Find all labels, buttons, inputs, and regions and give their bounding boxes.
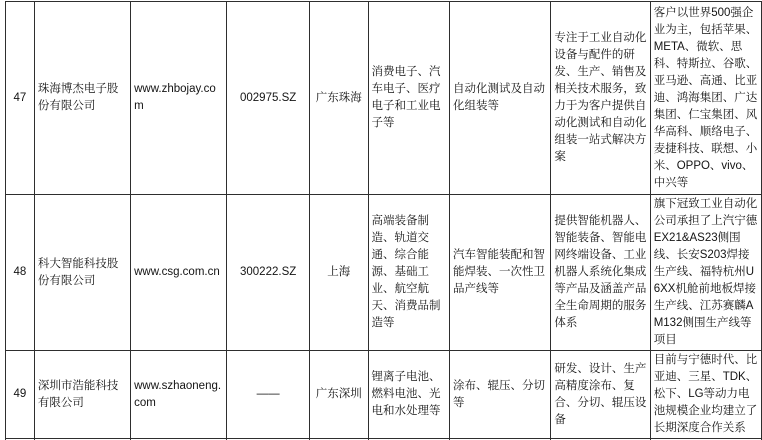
cell-row-number: 49 <box>6 351 35 439</box>
cell-company-name: 深圳市浩能科技有限公司 <box>34 351 130 439</box>
table-row-48 <box>6 195 762 351</box>
cell-products: 汽车智能装配和智能焊装、一次性卫品产线等 <box>450 195 551 351</box>
cell-stock-code: 002975.SZ <box>227 2 310 195</box>
cell-industries: 高端装备制造、轨道交通、综合能源、基础工业、航空航天、消费品制造等 <box>368 195 450 351</box>
cell-location: 广东深圳 <box>309 351 368 439</box>
cell-row-number: 47 <box>6 2 35 195</box>
cell-products: 自动化测试及自动化组装等 <box>450 2 551 195</box>
cell-business: 研发、设计、生产高精度涂布、复合、分切、辊压设备 <box>551 351 650 439</box>
cell-website: www.csg.com.cn <box>131 195 227 351</box>
cell-company-name: 科大智能科技股份有限公司 <box>34 195 130 351</box>
cell-products: 涂布、辊压、分切等 <box>450 351 551 439</box>
table-row-49 <box>6 351 762 439</box>
cell-location: 上海 <box>309 195 368 351</box>
cell-location: 广东珠海 <box>309 2 368 195</box>
cell-company-name: 珠海博杰电子股份有限公司 <box>34 2 130 195</box>
cell-clients: 旗下冠致工业自动化公司承担了上汽宁德EX21&AS23侧围线、长安S203焊接生产线、福特杭州U6XX机舱前地板焊接生产线、江苏赛麟AM132侧围生产线等项目 <box>650 195 761 351</box>
table-row-47 <box>6 2 762 195</box>
cell-clients: 客户以世界500强企业为主，包括苹果、META、微软、思科、特斯拉、谷歌、亚马逊、高通、比亚迪、鸿海集团、广达集团、仁宝集团、风华高科、顺络电子、麦捷科技、联想、小米、OPPO、vivo、中兴等 <box>650 2 761 195</box>
cell-stock-code: 300222.SZ <box>227 195 310 351</box>
cell-business: 专注于工业自动化设备与配件的研发、生产、销售及相关技术服务，致力于为客户提供自动化测试和自动化组装一站式解决方案 <box>551 2 650 195</box>
cell-industries: 锂离子电池、燃料电池、光电和水处理等 <box>368 351 450 439</box>
cell-website: www.zhbojay.com <box>131 2 227 195</box>
cell-clients: 目前与宁德时代、比亚迪、三星、TDK、松下、LG等动力电池规模企业均建立了长期深度合作关系 <box>650 351 761 439</box>
cell-business: 提供智能机器人、智能装备、智能电网终端设备、工业机器人系统化集成等产品及涵盖产品全生命周期的服务体系 <box>551 195 650 351</box>
company-table <box>5 1 762 440</box>
cell-industries: 消费电子、汽车电子、医疗电子和工业电子等 <box>368 2 450 195</box>
cell-website: www.szhaoneng.com <box>131 351 227 439</box>
cell-row-number: 48 <box>6 195 35 351</box>
cell-stock-code: —— <box>227 351 310 439</box>
